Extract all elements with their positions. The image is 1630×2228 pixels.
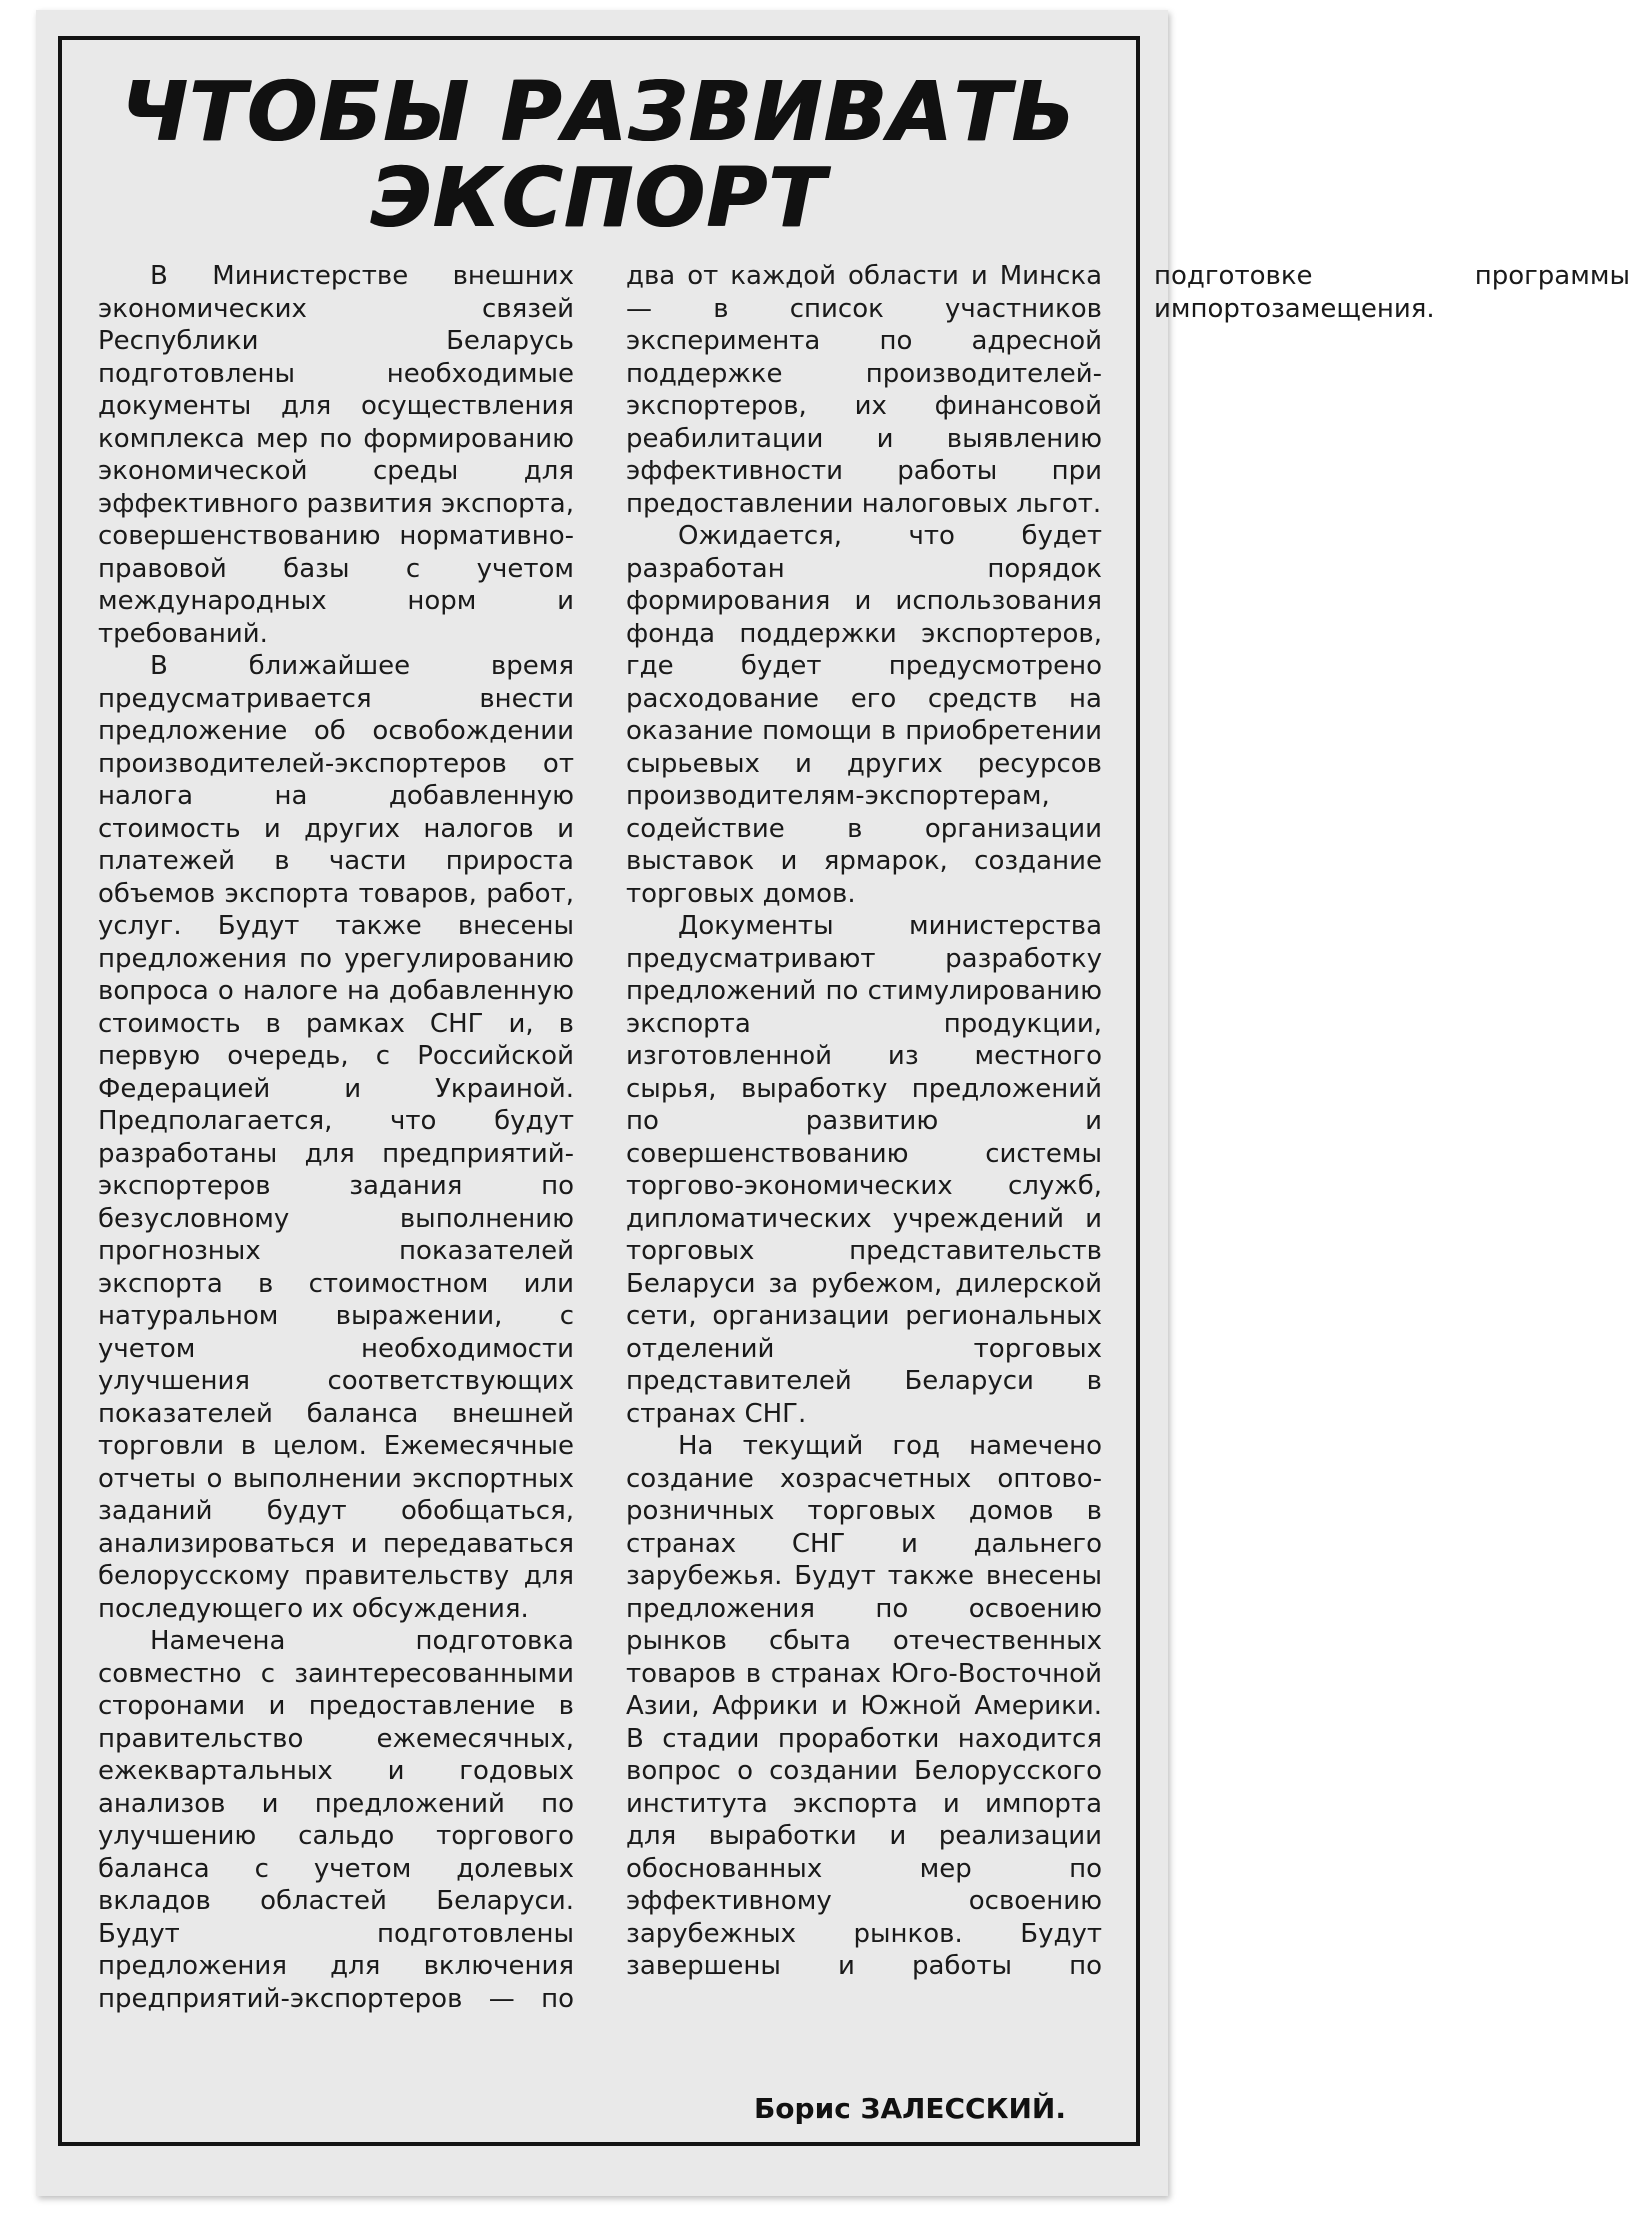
headline-line-2: ЭКСПОРТ	[371, 151, 827, 246]
paragraph-4: Ожидается, что будет разработан порядок формирования и использования фонда поддержки экспортеров, где будет предусмотрено расходование его средств на оказание помощи в приобретении сырьевых и других ресурсов производителям-экспортерам, содействие в организации выставок и ярмарок, создание торговых домов.	[626, 521, 1102, 909]
paragraph-3: Намечена подготовка совместно с заинтересованными сторонами и предоставление в правительство ежемесячных, ежеквартальных и годовых анализов и предложений по улучшению сальдо торгового баланса с учетом долевых вкладов областей Беларуси. Будут подготовлены предложения для включения предприятий-экспортеров — по два от каждой области и Минска — в список участников эксперимента по адресной поддержке производителей-экспортеров, их финансовой реабилитации и выявлению эффективности работы при предоставлении налоговых льгот.	[98, 261, 1102, 2014]
paragraph-5: Документы министерства предусматривают разработку предложений по стимулированию экспорта продукции, изготовленной из местного сырья, выработку предложений по развитию и совершенствованию системы торгово-экономических служб, дипломатических учреждений и торговых представительств Беларуси за рубежом, дилерской сети, организации региональных отделений торговых представителей Беларуси в странах СНГ.	[626, 911, 1102, 1429]
newspaper-clipping	[36, 10, 1630, 2196]
author-byline: Борис ЗАЛЕССКИЙ.	[753, 2092, 1066, 2125]
article-body	[98, 260, 1630, 2030]
paragraph-1: В Министерстве внешних экономических связей Республики Беларусь подготовлены необходимые документы для осуществления комплекса мер по формированию экономической среды для эффективного развития экспорта, совершенствованию нормативно-правовой базы с учетом международных норм и требований.	[98, 261, 574, 649]
paragraph-2: В ближайшее время предусматривается внести предложение об освобождении производителей-экспортеров от налога на добавленную стоимость и других налогов и платежей в части прироста объемов экспорта товаров, работ, услуг. Будут также внесены предложения по урегулированию вопроса о налоге на добавленную стоимость в рамках СНГ и, в первую очередь, с Российской Федерацией и Украиной. Предполагается, что будут разработаны для предприятий-экспортеров задания по безусловному выполнению прогнозных показателей экспорта в стоимостном или натуральном выражении, с учетом необходимости улучшения соответствующих показателей баланса внешней торговли в целом. Ежемесячные отчеты о выполнении экспортных заданий будут обобщаться, анализироваться и передаваться белорусскому правительству для последующего их обсуждения.	[98, 651, 574, 1624]
headline	[62, 65, 1136, 246]
headline-line-1: ЧТОБЫ РАЗВИВАТЬ	[121, 65, 1077, 160]
article-frame	[58, 36, 1630, 2146]
paragraph-6: На текущий год намечено создание хозрасчетных оптово-розничных торговых домов в странах СНГ и дальнего зарубежья. Будут также внесены предложения по освоению рынков сбыта отечественных товаров в странах Юго-Восточной Азии, Африки и Южной Америки. В стадии проработки находится вопрос о создании Белорусского института экспорта и импорта для выработки и реализации обоснованных мер по эффективному освоению зарубежных рынков. Будут завершены и работы по подготовке программы импортозамещения.	[626, 261, 1630, 1981]
